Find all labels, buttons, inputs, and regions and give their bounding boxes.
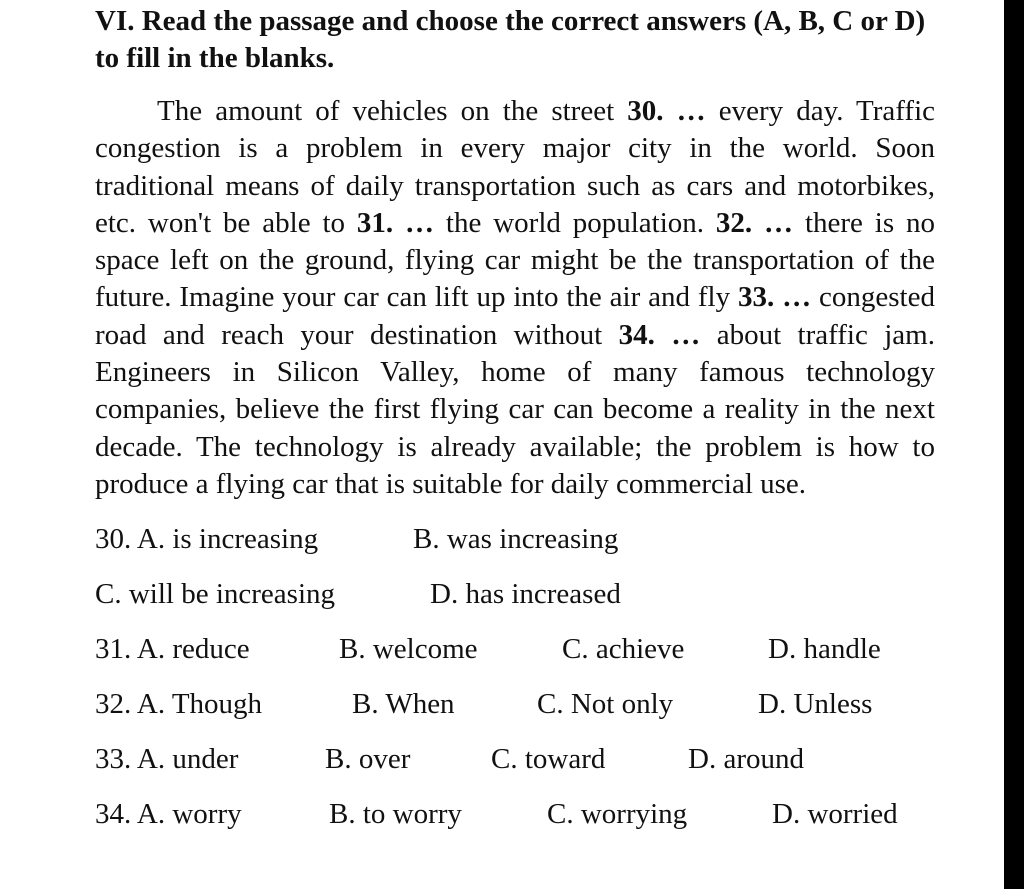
option-32-b: B. When: [352, 688, 455, 721]
passage-text: congested road and reach your destination without: [95, 281, 935, 351]
option-33-a: 33. A. under: [95, 743, 239, 776]
question-34-row: [95, 796, 935, 851]
worksheet-page: [95, 0, 935, 851]
blank-33: 33. …: [738, 281, 812, 314]
question-30-row-1: [95, 521, 935, 576]
option-33-c: C. toward: [491, 743, 606, 776]
option-31-b: B. welcome: [339, 633, 478, 666]
option-34-a: 34. A. worry: [95, 798, 242, 831]
option-31-c: C. achieve: [562, 633, 685, 666]
option-34-d: D. worried: [772, 798, 898, 831]
blank-32: 32. …: [715, 206, 794, 239]
option-34-b: B. to worry: [329, 798, 462, 831]
question-32-row: [95, 686, 935, 741]
passage-text: about traffic jam. Engineers in Silicon Valley, home of many famous technology companies, believe the first flying car can become a reality in the next decade. The technology is already available; the problem is how to produce a flying car that is suitable for daily commercial use.: [95, 318, 935, 500]
option-31-d: D. handle: [768, 633, 881, 666]
passage-text: The amount of vehicles on the street: [157, 95, 628, 127]
option-32-d: D. Unless: [758, 688, 873, 721]
option-30-b: B. was increasing: [413, 523, 619, 556]
question-31-row: [95, 631, 935, 686]
blank-31: 31. …: [356, 206, 435, 239]
option-33-d: D. around: [688, 743, 804, 776]
reading-passage: [95, 93, 935, 503]
blank-34: 34. …: [618, 318, 701, 351]
option-30-a: 30. A. is increasing: [95, 523, 319, 556]
passage-text: there is no space left on the ground, flying car might be the transportation of the future. Imagine your car can lift up into the air and fly: [95, 206, 935, 314]
question-33-row: [95, 741, 935, 796]
option-30-d: D. has increased: [430, 578, 621, 611]
question-30-row-2: [95, 576, 935, 631]
exercise-heading: VI. Read the passage and choose the correct answers (A, B, C or D) to fill in the blanks.: [95, 5, 926, 74]
passage-text: the world population.: [434, 206, 716, 239]
option-32-a: 32. A. Though: [95, 688, 263, 721]
blank-30: 30. …: [627, 95, 706, 127]
answer-options: [95, 521, 935, 851]
option-30-c: C. will be increasing: [95, 578, 336, 611]
option-33-b: B. over: [325, 743, 411, 776]
option-34-c: C. worrying: [547, 798, 688, 831]
passage-text: every day. Traffic congestion is a problem in every major city in the world. Soon traditional means of daily transportation such as cars and motorbikes, etc. won't be able to: [95, 95, 935, 239]
right-edge-bar: [1004, 0, 1024, 889]
option-31-a: 31. A. reduce: [95, 633, 250, 666]
option-32-c: C. Not only: [537, 688, 674, 721]
